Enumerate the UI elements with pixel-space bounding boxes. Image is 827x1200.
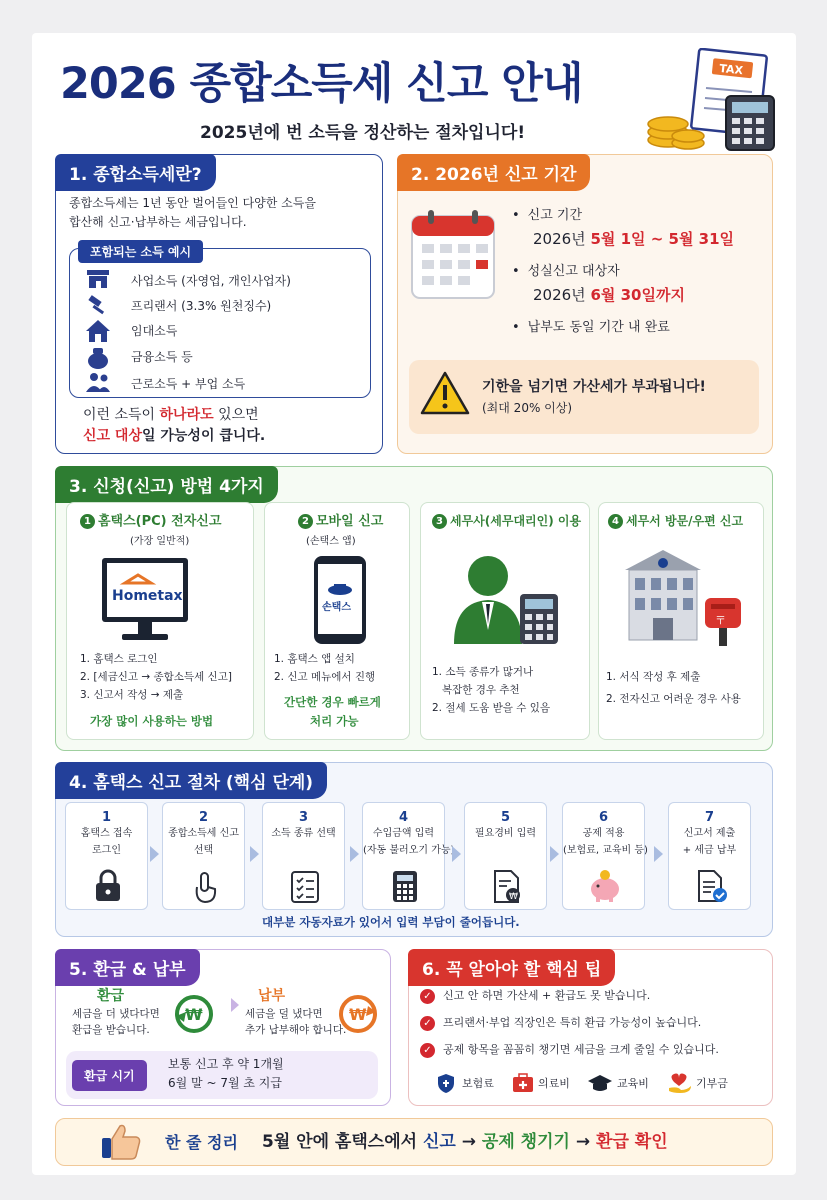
method-4-title: 4 세무서 방문/우편 신고 [608,512,743,530]
method-1-step-1: 1. 홈택스 로그인 [80,653,158,665]
example-freelancer: 프리랜서 (3.3% 원천징수) [131,299,272,313]
section-1-note-line1: 이런 소득이 하나라도 있으면 [83,407,259,423]
house-icon [86,320,110,342]
payment-note: • 납부도 동일 기간 내 완료 [512,318,670,338]
phone-icon [312,554,368,646]
warning-icon [420,370,470,416]
pay-desc-1: 세금을 덜 냈다면 [245,1008,323,1020]
calendar-icon [410,208,496,300]
period-label: • 신고 기간 [512,206,582,226]
example-rental: 임대소득 [131,324,178,338]
method-1-sub: (가장 일반적) [130,536,190,547]
income-examples-title: 포함되는 소득 예시 [78,240,203,263]
method-3-step-3: 2. 절세 도움 받을 수 있음 [432,702,550,714]
refund-timing-line1: 보통 신고 후 약 1개월 [168,1057,284,1071]
svg-text:₩: ₩ [185,1005,203,1024]
example-labor-sidejob: 근로소득 + 부업 소득 [131,377,246,391]
warning-title: 기한을 넘기면 가산세가 부과됩니다! [482,379,706,395]
method-3-step-1: 1. 소득 종류가 많거나 [432,666,534,678]
svg-text:₩: ₩ [349,1005,367,1024]
svg-text:〒: 〒 [715,614,726,627]
piggy-bank-icon [587,869,623,903]
procedure-arrow [150,846,159,862]
period-dates: 2026년 5월 1일 ~ 5월 31일 [533,230,735,248]
section-1-desc-line1: 종합소득세는 1년 동안 벌어들인 다양한 소득을 [69,196,316,210]
submit-document-icon [695,869,729,903]
method-4-step-2: 2. 전자신고 어려운 경우 사용 [606,693,741,705]
tax-office-icon [625,548,751,648]
example-financial: 금융소득 등 [131,350,193,364]
refund-desc-1: 세금을 더 냈다다면 [72,1008,160,1020]
procedure-arrow [250,846,259,862]
procedure-step-5: 5 필요경비 입력 ₩ [464,802,547,910]
first-aid-icon [513,1074,533,1092]
method-2-tip-2: 처리 가능 [310,714,359,728]
deduction-education: 교육비 [617,1077,649,1090]
method-3-title: 3 세무사(세무대리인) 이용 [432,512,581,530]
method-2-step-1: 1. 홈택스 앱 설치 [274,653,355,665]
method-3-step-2: 복잡한 경우 추천 [432,684,520,696]
people-icon [86,373,110,392]
income-icons [85,268,111,394]
shield-icon [438,1074,454,1093]
section-4-footer: 대부분 자동자료가 있어서 입력 부담이 줄어듭니다. [262,915,520,929]
summary-label: 한 줄 정리 [165,1133,238,1152]
section-1-note-line2: 신고 대상일 가능성이 큽니다. [83,428,266,444]
diligent-dates: 2026년 6월 30일까지 [533,286,685,304]
summary-text: 5월 안에 홈택스에서 신고 → 공제 챙기기 → 환급 확인 [262,1132,668,1152]
tax-agent-icon [450,552,562,648]
refund-title: 환급 [97,988,125,1004]
procedure-step-7: 7 신고서 제출 + 세금 납부 [668,802,751,910]
deduction-medical: 의료비 [538,1077,570,1090]
page-subtitle: 2025년에 번 소득을 정산하는 절차입니다! [200,123,526,143]
checklist-icon [289,869,321,903]
method-1-step-3: 3. 신고서 작성 → 제출 [80,689,184,701]
method-2-step-2: 2. 신고 메뉴에서 진행 [274,671,376,683]
method-4-step-1: 1. 서식 작성 후 제출 [606,671,701,683]
section-1-header: 1. 종합소득세란? [55,154,216,191]
store-icon [87,270,109,288]
refund-timing-line2: 6월 말 ~ 7월 초 지급 [168,1076,282,1090]
pay-title: 납부 [258,988,286,1004]
donation-heart-icon [669,1074,691,1094]
page-title: 2026 종합소득세 신고 안내 [60,59,583,109]
pointer-hand-icon [189,869,221,903]
section-5-arrow [231,998,239,1012]
refund-timing-label: 환급 시기 [72,1060,147,1091]
pay-won-icon [336,992,380,1036]
section-1-desc-line2: 합산해 신고·납부하는 세금입니다. [69,215,247,229]
section-5-header: 5. 환급 & 납부 [55,949,200,986]
section-4-header: 4. 홈택스 신고 절차 (핵심 단계) [55,762,327,799]
method-2-title: 2 모바일 신고 [298,512,383,532]
lock-icon [92,869,124,903]
method-1-tip: 가장 많이 사용하는 방법 [90,714,214,728]
procedure-arrow [452,846,461,862]
procedure-arrow [654,846,663,862]
method-1-step-2: 2. [세금신고 → 종합소득세 신고] [80,671,232,683]
monitor-icon [100,556,190,648]
method-2-sub: (손택스 앱) [306,536,356,547]
svg-text:₩: ₩ [509,892,518,902]
procedure-step-1: 1 홈택스 접속 로그인 [65,802,148,910]
tip-1: ✓ 신고 안 하면 가산세 + 환급도 못 받습니다. [420,988,650,1005]
example-business: 사업소득 (자영업, 개인사업자) [131,274,291,288]
warning-sub: (최대 20% 이상) [482,401,573,415]
thumbs-up-icon [100,1122,144,1162]
refund-won-icon [172,992,216,1036]
section-3-header: 3. 신청(신고) 방법 4가지 [55,466,278,503]
procedure-arrow [350,846,359,862]
procedure-arrow [550,846,559,862]
sontax-logo: 손택스 [322,602,351,613]
procedure-step-2: 2 종합소득세 신고 선택 [162,802,245,910]
gavel-icon [88,295,104,314]
diligent-label: • 성실신고 대상자 [512,262,620,282]
method-1-title: 1 홈택스(PC) 전자신고 [80,512,221,532]
section-6-header: 6. 꼭 알아야 할 핵심 팁 [408,949,615,986]
refund-desc-2: 환급을 받습니다. [72,1024,150,1036]
pay-desc-2: 추가 납부해야 합니다. [245,1024,347,1036]
money-bag-icon [88,348,108,369]
deduction-donation: 기부금 [696,1077,728,1090]
tax-document-illustration [640,48,780,153]
tip-3: ✓ 공제 항목을 꼼꼼히 챙기면 세금을 크게 줄일 수 있습니다. [420,1042,719,1059]
section-2-header: 2. 2026년 신고 기간 [397,154,590,191]
method-2-tip-1: 간단한 경우 빠르게 [284,695,381,709]
hometax-logo: Hometax [112,588,183,604]
calculator-icon [389,869,421,903]
deduction-insurance: 보험료 [462,1077,494,1090]
graduation-cap-icon [588,1075,612,1091]
procedure-step-3: 3 소득 종류 선택 [262,802,345,910]
receipt-icon [491,869,523,903]
procedure-step-4: 4 수입금액 입력 (자동 불러오기 가능) [362,802,445,910]
tip-2: ✓ 프리랜서·부업 직장인은 특히 환급 가능성이 높습니다. [420,1015,701,1032]
tax-label: TAX [718,61,744,78]
procedure-step-6: 6 공제 적용 (보험료, 교육비 등) [562,802,645,910]
